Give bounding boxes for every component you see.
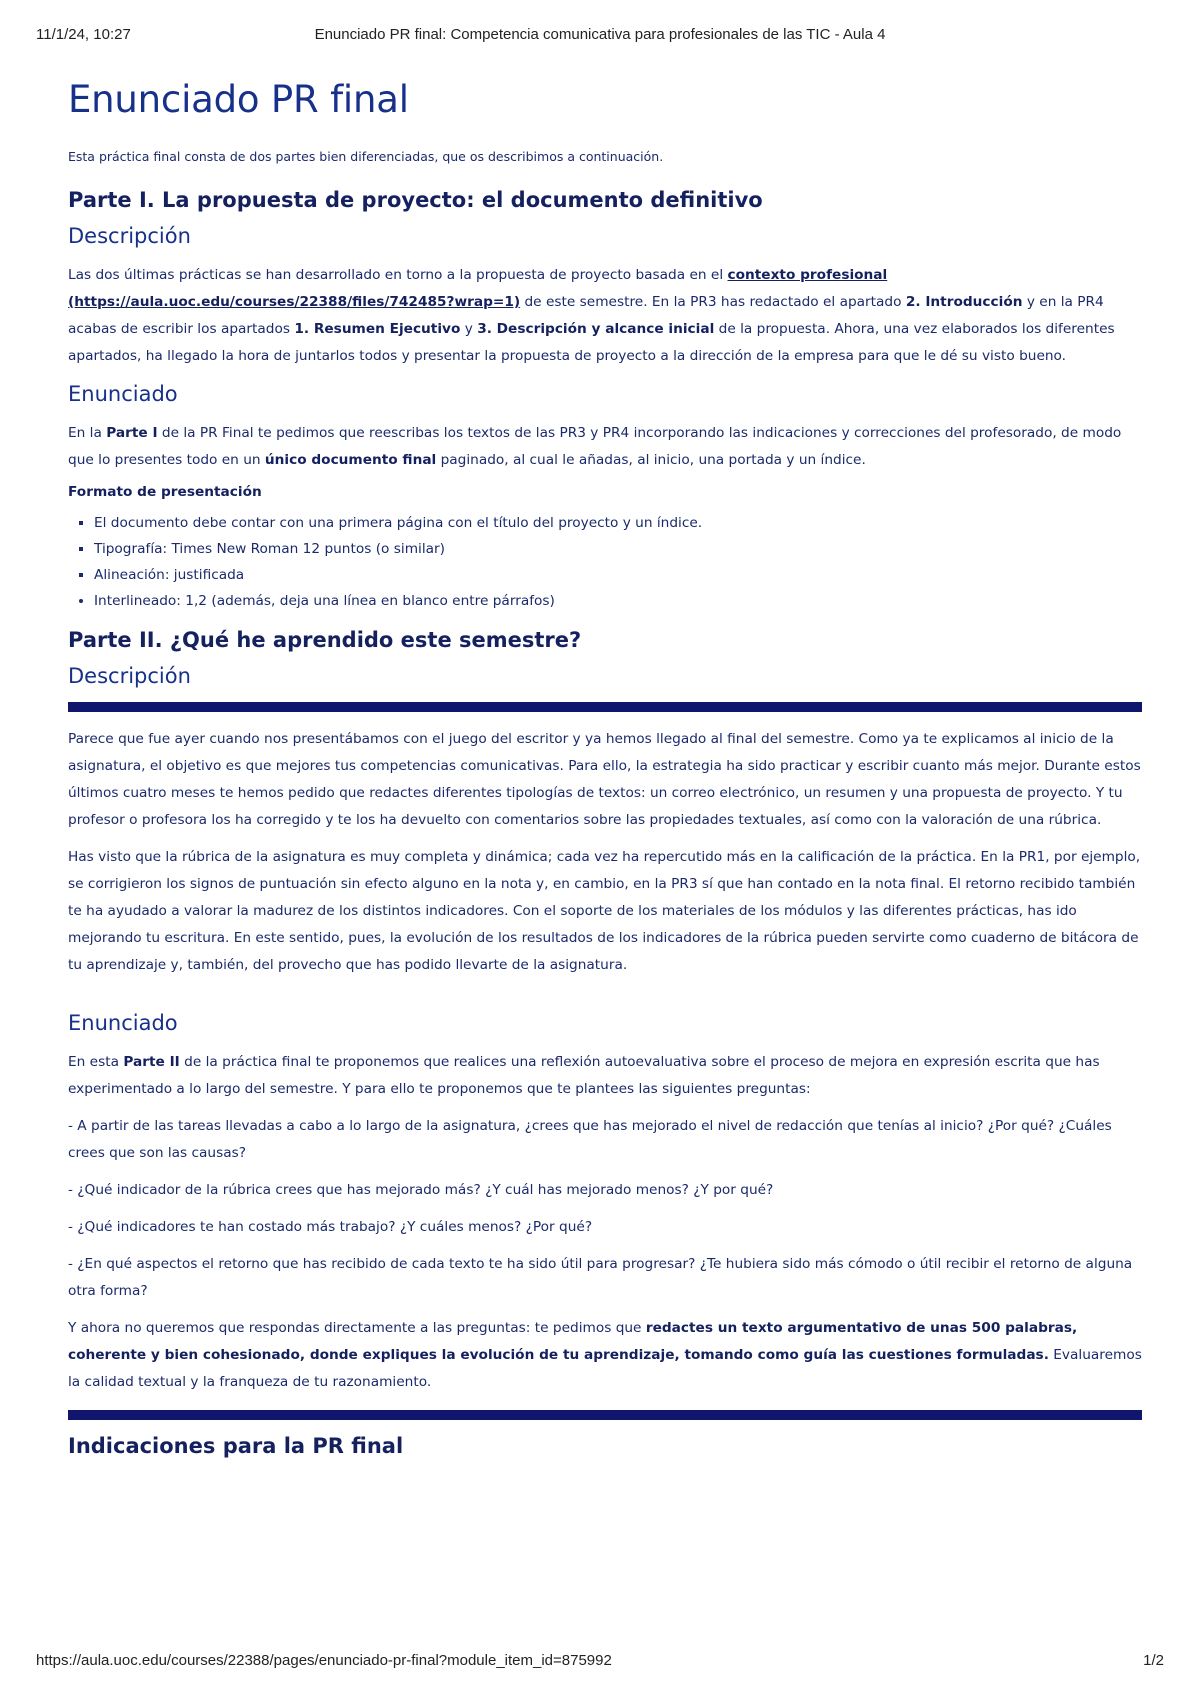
format-list — [68, 510, 1142, 614]
text-span: paginado, al cual le añadas, al inicio, una portada y un índice. — [436, 452, 866, 468]
part1-description-heading: Descripción — [68, 224, 191, 248]
section-divider — [68, 702, 1142, 712]
part2-description-heading: Descripción — [68, 664, 191, 688]
part1-task-heading: Enunciado — [68, 382, 178, 406]
part1-task-text — [68, 420, 1142, 474]
text-span: En la — [68, 425, 107, 441]
section-divider — [68, 1410, 1142, 1420]
part1-heading: Parte I. La propuesta de proyecto: el documento definitivo — [68, 188, 763, 212]
intro-text: Esta práctica final consta de dos partes bien diferenciadas, que os describimos a continuación. — [68, 149, 664, 164]
part1-description-text — [68, 262, 1142, 370]
bold-span: único documento final — [264, 452, 437, 468]
part2-description-p1: Parece que fue ayer cuando nos presentábamos con el juego del escritor y ya hemos llegado al final del semestre. Como ya te explicamos al inicio de la asignatura, el objetivo es que mejores tus competencias comunicativas. Para ello, la estrategia ha sido practicar y escribir cuanto más mejor. Durante estos últimos cuatro meses te hemos pedido que redactes diferentes tipologías de textos: un correo electrónico, un resumen y una propuesta de proyecto. Y tu profesor o profesora los ha corregido y te los ha devuelto con comentarios sobre las propiedades textuales, así como con la valoración de una rúbrica. — [68, 731, 1141, 828]
format-item: ▪ Alineación: justificada — [94, 562, 1142, 588]
page-number: 1/2 — [1143, 1652, 1164, 1669]
print-url: https://aula.uoc.edu/courses/22388/pages/enunciado-pr-final?module_item_id=875992 — [36, 1652, 612, 1669]
text-span: Las dos últimas prácticas se han desarrollado en torno a la propuesta de proyecto basada en el — [68, 267, 728, 283]
print-date: 11/1/24, 10:27 — [36, 26, 131, 43]
part2-description-p2: Has visto que la rúbrica de la asignatura es muy completa y dinámica; cada vez ha repercutido más en la calificación de la práctica. En la PR1, por ejemplo, se corrigieron los signos de puntuación sin efecto alguno en la nota y, en cambio, en la PR3 sí que han contado en la nota final. El retorno recibido también te ha ayudado a valorar la madurez de los distintos indicadores. Con el soporte de los materiales de los módulos y las diferentes prácticas, has ido mejorando tu escritura. En este sentido, pues, la evolución de los resultados de los indicadores de la rúbrica pueden servirte como cuaderno de bitácora de tu aprendizaje y, también, del provecho que has podido llevarte de la asignatura. — [68, 849, 1141, 973]
text-span: de este semestre. En la PR3 has redactado el apartado — [520, 294, 906, 310]
print-header — [36, 26, 1164, 46]
format-item: ▪ Tipografía: Times New Roman 12 puntos (o similar) — [94, 536, 1142, 562]
part2-heading: Parte II. ¿Qué he aprendido este semestre? — [68, 628, 582, 652]
text-span: En esta — [68, 1054, 124, 1070]
question-item: - ¿Qué indicadores te han costado más trabajo? ¿Y cuáles menos? ¿Por qué? — [68, 1219, 593, 1235]
indicaciones-heading: Indicaciones para la PR final — [68, 1434, 404, 1458]
bold-span: 2. Introducción — [905, 294, 1023, 310]
print-footer — [36, 1652, 1164, 1672]
text-span: Y ahora no queremos que respondas directamente a las preguntas: te pedimos que — [68, 1320, 646, 1336]
bold-span: Parte I — [106, 425, 158, 441]
text-span: y — [460, 321, 478, 337]
part2-task-text — [68, 1049, 1142, 1103]
bold-span: redactes un texto argumentativo de unas 500 palabras, coherente y bien cohesionado, donde expliques la evolución de tu aprendizaje, tomando como guía las cuestiones formuladas. — [68, 1320, 1078, 1363]
spacer — [68, 989, 1142, 1011]
question-item: - ¿Qué indicador de la rúbrica crees que has mejorado más? ¿Y cuál has mejorado menos? ¿Y por qué? — [68, 1182, 774, 1198]
page-title: Enunciado PR final — [68, 78, 409, 121]
print-page-title: Enunciado PR final: Competencia comunicativa para profesionales de las TIC - Aula 4 — [314, 26, 886, 43]
part2-task-heading: Enunciado — [68, 1011, 178, 1035]
text-span: y en la PR4 acabas de escribir los apartados — [68, 294, 1104, 337]
part2-final-text — [68, 1315, 1142, 1396]
main-content — [68, 78, 1142, 1470]
bold-span: 3. Descripción y alcance inicial — [477, 321, 715, 337]
bold-span: 1. Resumen Ejecutivo — [294, 321, 461, 337]
format-item: ▪ El documento debe contar con una primera página con el título del proyecto y un índice. — [94, 510, 1142, 536]
bold-span: Parte II — [123, 1054, 180, 1070]
text-span: Evaluaremos la calidad textual y la franqueza de tu razonamiento. — [68, 1347, 1142, 1390]
format-item: • Interlineado: 1,2 (además, deja una línea en blanco entre párrafos) — [94, 588, 1142, 614]
question-item: - A partir de las tareas llevadas a cabo a lo largo de la asignatura, ¿crees que has mejorado el nivel de redacción que tenías al inicio? ¿Por qué? ¿Cuáles crees que son las causas? — [68, 1118, 1112, 1161]
text-span: de la propuesta. Ahora, una vez elaborados los diferentes apartados, ha llegado la hora de juntarlos todos y presentar la propuesta de proyecto a la dirección de la empresa para que le dé su visto bueno. — [68, 321, 1115, 364]
text-span: de la práctica final te proponemos que realices una reflexión autoevaluativa sobre el proceso de mejora en expresión escrita que has experimentado a lo largo del semestre. Y para ello te proponemos que te plantees las siguientes preguntas: — [68, 1054, 1100, 1097]
format-title: Formato de presentación — [68, 484, 262, 500]
question-item: - ¿En qué aspectos el retorno que has recibido de cada texto te ha sido útil para progresar? ¿Te hubiera sido más cómodo o útil recibir el retorno de alguna otra forma? — [68, 1256, 1133, 1299]
contexto-profesional-link[interactable]: contexto profesional (https://aula.uoc.edu/courses/22388/files/742485?wrap=1) — [68, 267, 888, 310]
text-span: de la PR Final te pedimos que reescribas los textos de las PR3 y PR4 incorporando las indicaciones y correcciones del profesorado, de modo que lo presentes todo en un — [68, 425, 1122, 468]
